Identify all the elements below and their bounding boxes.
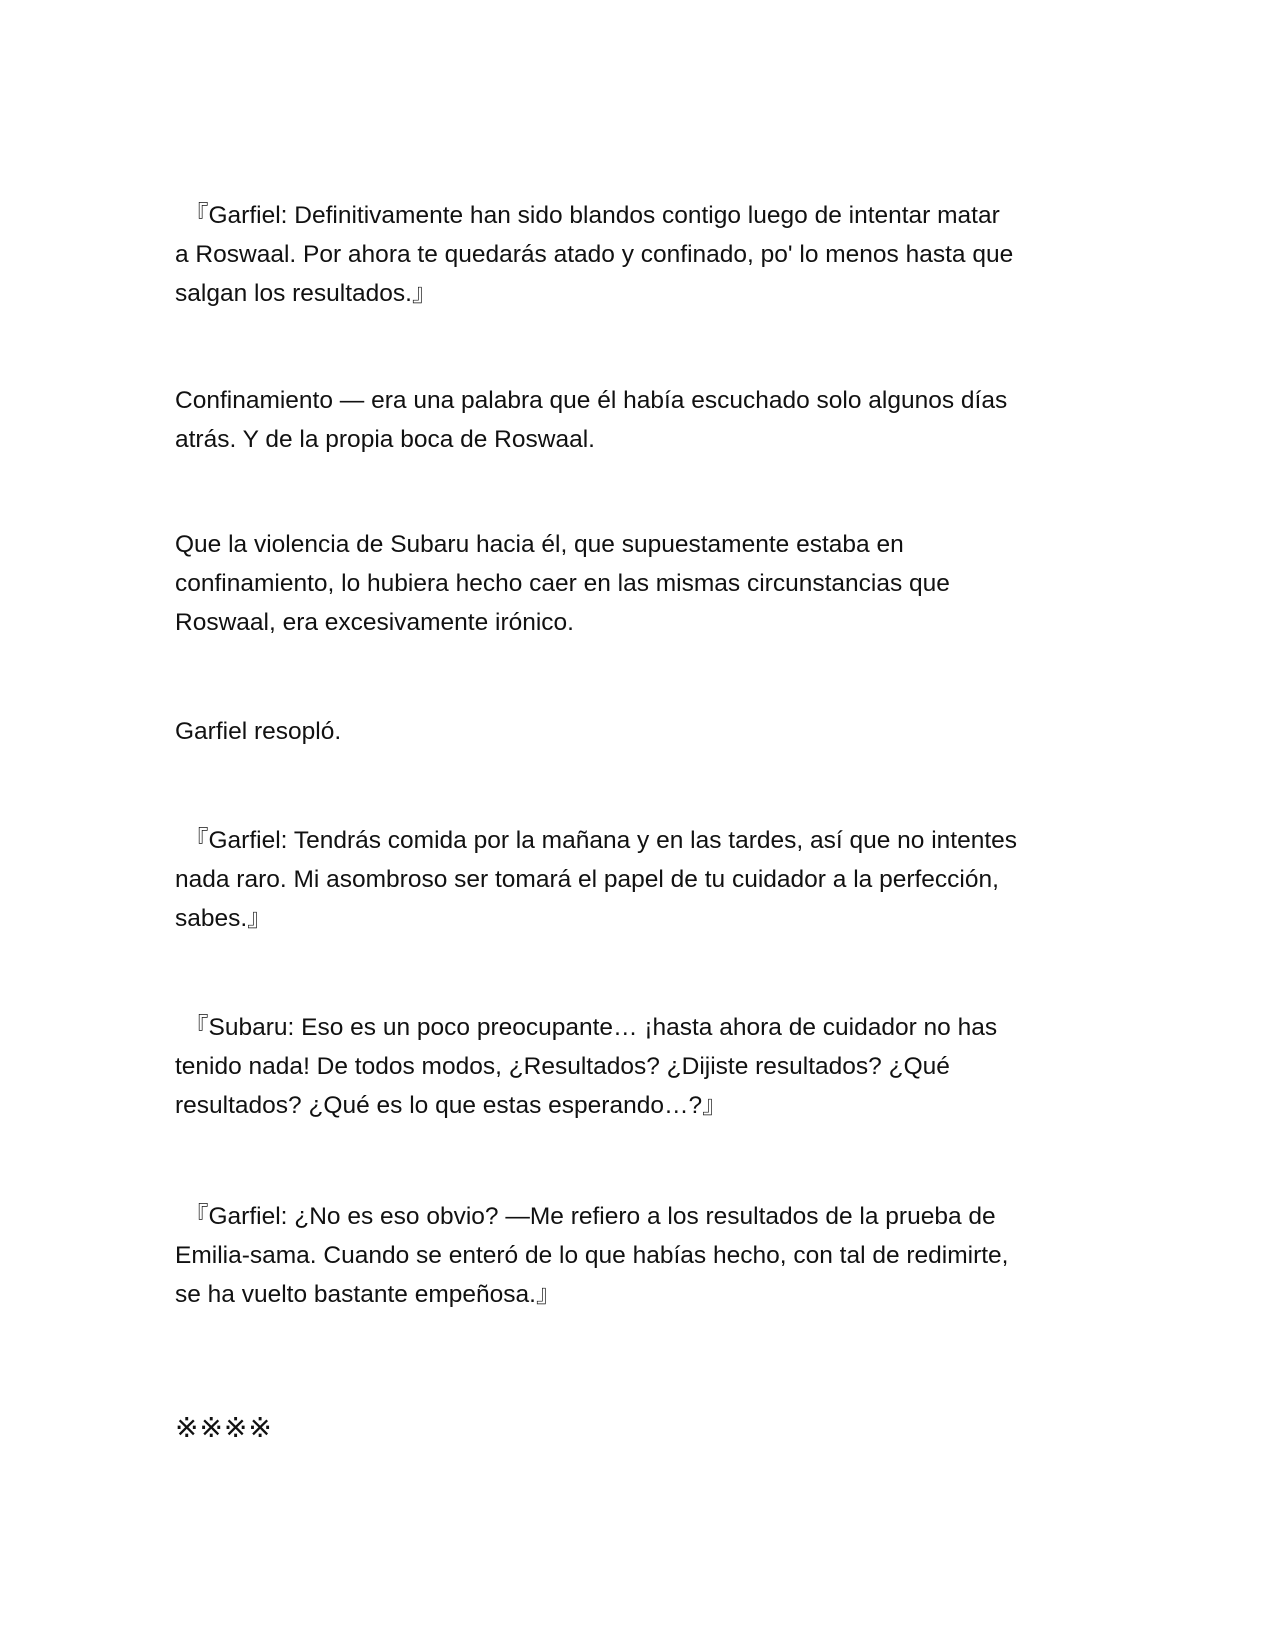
text-line: salgan los resultados.』 [175,280,437,307]
paragraph-subaru-dialogue [175,1008,1095,1125]
paragraph-narration-snort [175,712,1095,751]
text-line: confinamiento, lo hubiera hecho caer en las mismas circunstancias que [175,570,950,597]
scene-separator: ※※※※ [175,1411,273,1444]
text-line: nada raro. Mi asombroso ser tomará el papel de tu cuidador a la perfección, [175,866,999,893]
text-line: 『Garfiel: ¿No es eso obvio? —Me refiero a los resultados de la prueba de [184,1203,996,1230]
text-line: Roswaal, era excesivamente irónico. [175,609,574,636]
text-line: atrás. Y de la propia boca de Roswaal. [175,426,595,453]
text-line: Garfiel resopló. [175,718,342,745]
paragraph-garfiel-dialogue-2 [175,821,1095,938]
text-line: a Roswaal. Por ahora te quedarás atado y confinado, po' lo menos hasta que [175,241,1014,268]
text-line: resultados? ¿Qué es lo que estas esperando…?』 [175,1092,727,1119]
text-line: 『Garfiel: Tendrás comida por la mañana y en las tardes, así que no intentes [184,827,1018,854]
text-line: tenido nada! De todos modos, ¿Resultados? ¿Dijiste resultados? ¿Qué [175,1053,950,1080]
text-line: sabes.』 [175,905,272,932]
text-line: 『Subaru: Eso es un poco preocupante… ¡hasta ahora de cuidador no has [184,1014,998,1041]
paragraph-narration-irony [175,525,1095,642]
text-line: 『Garfiel: Definitivamente han sido blandos contigo luego de intentar matar [184,202,1000,229]
text-line: Emilia-sama. Cuando se enteró de lo que habías hecho, con tal de redimirte, [175,1242,1009,1269]
text-line: Confinamiento — era una palabra que él había escuchado solo algunos días [175,387,1008,414]
text-line: se ha vuelto bastante empeñosa.』 [175,1281,561,1308]
paragraph-narration-confinement [175,381,1095,459]
text-line: Que la violencia de Subaru hacia él, que supuestamente estaba en [175,531,904,558]
paragraph-garfiel-dialogue-1 [175,196,1095,313]
paragraph-garfiel-dialogue-3 [175,1197,1095,1314]
